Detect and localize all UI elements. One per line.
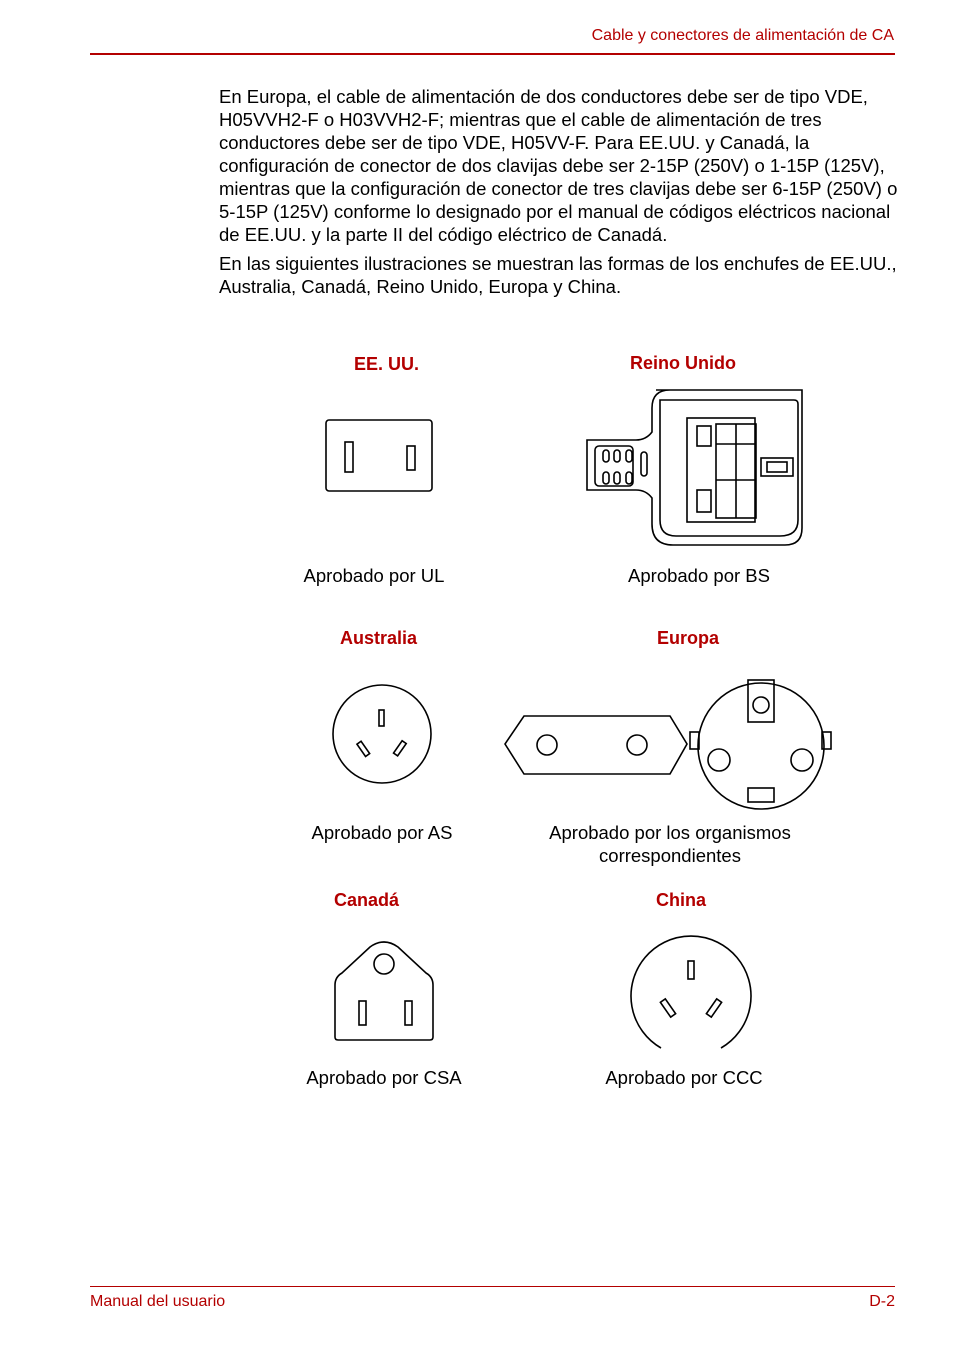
australia-plug-icon — [330, 682, 434, 786]
europe-plug-icon — [502, 668, 837, 810]
heading-canada: Canadá — [334, 890, 400, 910]
body-text — [219, 85, 899, 304]
heading-us: EE. UU. — [354, 354, 420, 374]
us-plug-icon — [320, 415, 440, 495]
footer-rule — [90, 1286, 895, 1287]
footer-manual-title: Manual del usuario — [90, 1293, 226, 1310]
running-header: Cable y conectores de alimentación de CA — [591, 27, 894, 44]
caption-uk: Aprobado por BS — [628, 565, 770, 586]
heading-europe: Europa — [657, 628, 720, 648]
header-rule — [90, 53, 895, 55]
paragraph-2: En las siguientes ilustraciones se muestran las formas de los enchufes de EE.UU., Australia, Canadá, Reino Unido, Europa y China. — [219, 253, 897, 297]
caption-china: Aprobado por CCC — [605, 1067, 763, 1088]
caption-australia: Aprobado por AS — [311, 822, 453, 843]
heading-uk: Reino Unido — [630, 353, 736, 373]
caption-canada: Aprobado por CSA — [306, 1067, 462, 1088]
heading-china: China — [656, 890, 707, 910]
canada-plug-icon — [330, 939, 438, 1043]
caption-us: Aprobado por UL — [303, 565, 445, 586]
paragraph-1: En Europa, el cable de alimentación de dos conductores debe ser de tipo VDE, H05VVH2-F o H03VVH2-F; mientras que el cable de alimentación de tres conductores debe ser de tipo VDE, H05VV-F. Para EE.UU. y Canadá, la configuración de conector de dos clavijas debe ser 2-15P (250V) o 1-15P (125V), mientras que la configuración de conector de tres clavijas debe ser 6-15P (250V) o 5-15P (125V) conforme lo designado por el manual de códigos eléctricos nacional de EE.UU. y la parte II del código eléctrico de Canadá. — [219, 86, 898, 245]
china-plug-icon — [628, 928, 754, 1052]
heading-australia: Australia — [340, 628, 418, 648]
page-number: D-2 — [869, 1293, 895, 1310]
uk-plug-icon — [580, 388, 805, 548]
caption-europe: Aprobado por los organismos correspondientes — [549, 822, 791, 866]
